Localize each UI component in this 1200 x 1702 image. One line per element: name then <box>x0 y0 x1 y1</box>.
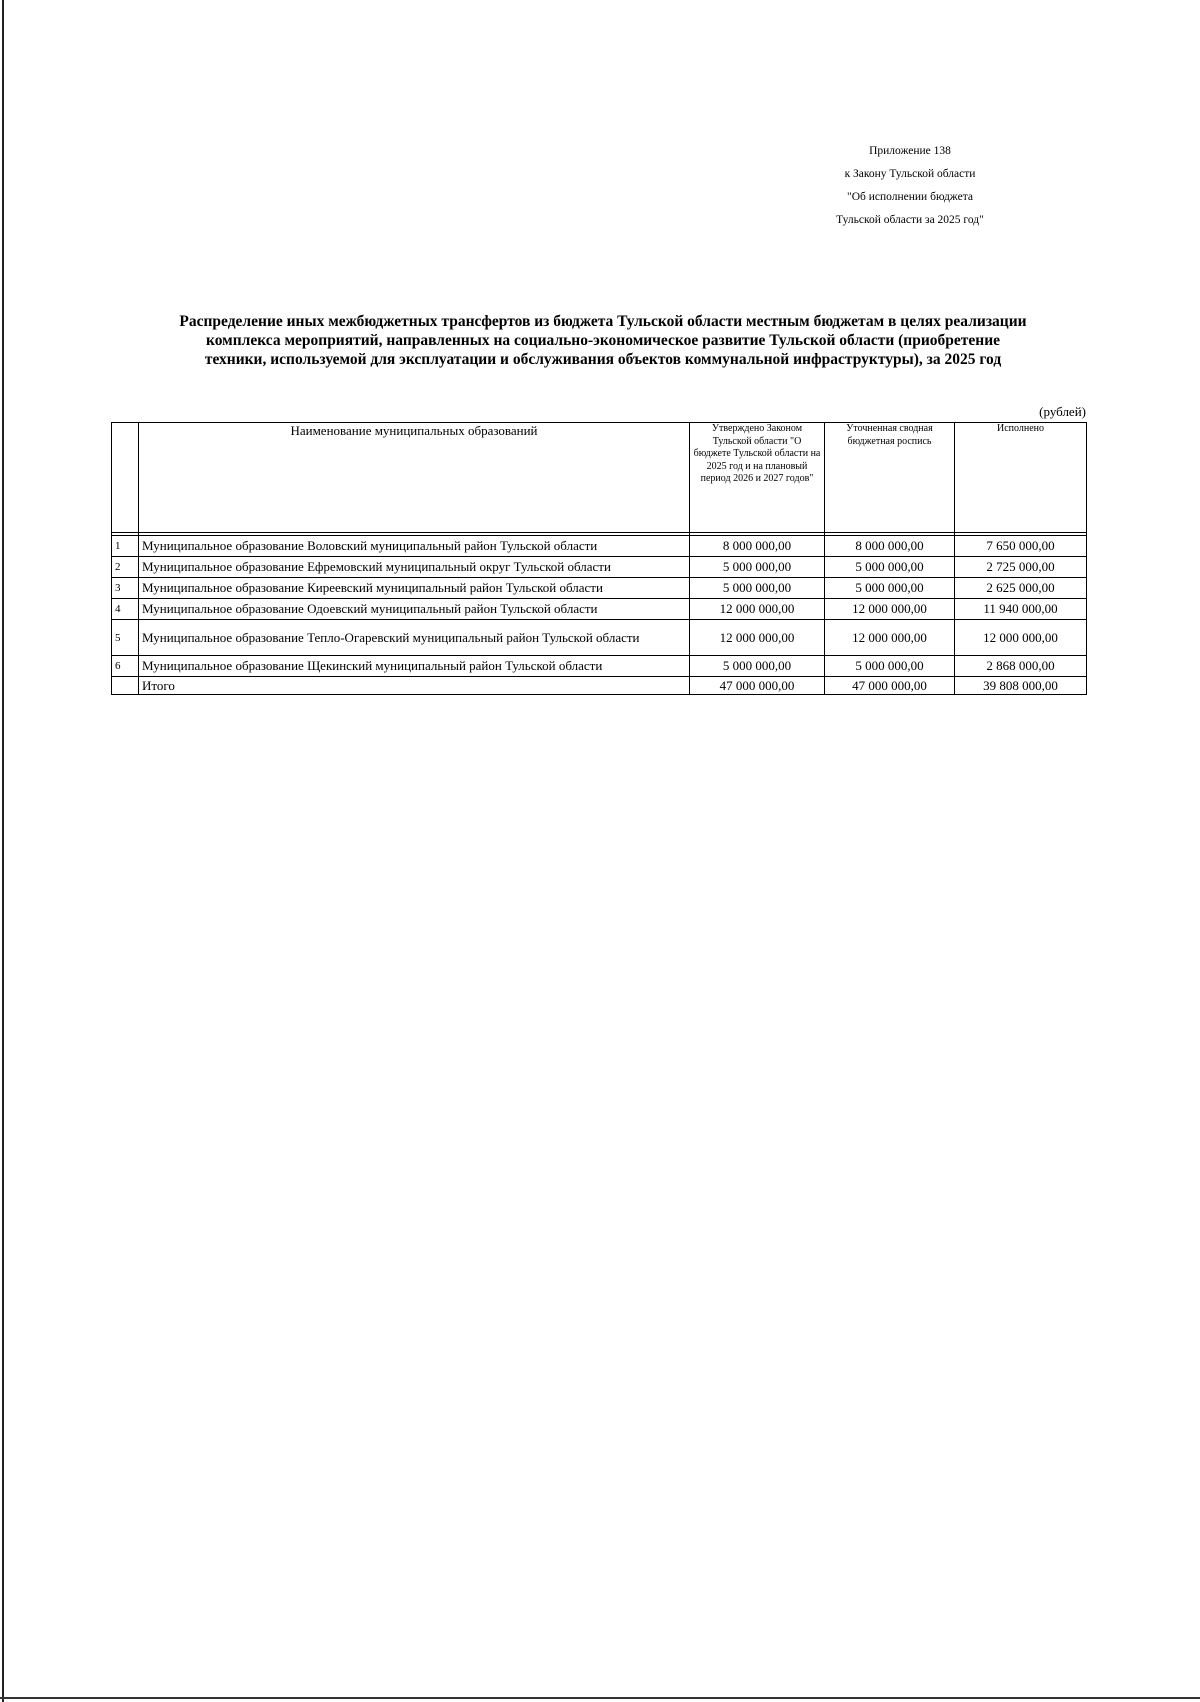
appendix-line: Приложение 138 <box>869 145 951 157</box>
total-refined: 47 000 000,00 <box>825 677 955 695</box>
table-row <box>112 557 1087 578</box>
row-number: 2 <box>112 557 139 578</box>
row-name: Муниципальное образование Одоевский муниципальный район Тульской области <box>139 599 690 620</box>
row-refined: 5 000 000,00 <box>825 578 955 599</box>
appendix-line: "Об исполнении бюджета <box>847 191 973 203</box>
row-approved: 5 000 000,00 <box>690 557 825 578</box>
header-number <box>112 423 139 533</box>
row-executed: 12 000 000,00 <box>955 620 1087 656</box>
appendix-block <box>760 140 1060 232</box>
header-name: Наименование муниципальных образований <box>139 423 690 533</box>
table-row <box>112 578 1087 599</box>
row-refined: 12 000 000,00 <box>825 599 955 620</box>
header-executed: Исполнено <box>955 423 1087 533</box>
total-approved: 47 000 000,00 <box>690 677 825 695</box>
units-label: (рублей) <box>1039 404 1086 419</box>
total-label: Итого <box>139 677 690 695</box>
table-header-row <box>112 423 1087 533</box>
total-executed: 39 808 000,00 <box>955 677 1087 695</box>
row-number: 3 <box>112 578 139 599</box>
header-refined: Уточненная сводная бюджетная роспись <box>825 423 955 533</box>
appendix-line: к Закону Тульской области <box>844 168 976 180</box>
title-line: техники, используемой для эксплуатации и обслуживания объектов коммунальной инфраструктуры), за 2025 год <box>204 351 1002 368</box>
row-refined: 5 000 000,00 <box>825 656 955 677</box>
row-refined: 8 000 000,00 <box>825 536 955 557</box>
transfers-table <box>111 422 1087 695</box>
document-title <box>108 312 1098 369</box>
scan-edge-bottom <box>0 1697 1200 1699</box>
appendix-line: Тульской области за 2025 год" <box>836 214 984 226</box>
row-name: Муниципальное образование Щекинский муниципальный район Тульской области <box>139 656 690 677</box>
title-line: Распределение иных межбюджетных трансфертов из бюджета Тульской области местным бюджетам в целях реализации <box>179 313 1027 330</box>
row-approved: 12 000 000,00 <box>690 599 825 620</box>
row-executed: 7 650 000,00 <box>955 536 1087 557</box>
row-approved: 5 000 000,00 <box>690 656 825 677</box>
row-executed: 2 868 000,00 <box>955 656 1087 677</box>
scan-edge-left <box>2 0 4 1702</box>
header-approved: Утверждено Законом Тульской области "О бюджете Тульской области на 2025 год и на плановый период 2026 и 2027 годов" <box>690 423 825 533</box>
row-number: 6 <box>112 656 139 677</box>
row-name: Муниципальное образование Тепло-Огаревский муниципальный район Тульской области <box>139 620 690 656</box>
row-refined: 5 000 000,00 <box>825 557 955 578</box>
row-approved: 8 000 000,00 <box>690 536 825 557</box>
row-executed: 2 725 000,00 <box>955 557 1087 578</box>
row-name: Муниципальное образование Ефремовский муниципальный округ Тульской области <box>139 557 690 578</box>
row-executed: 2 625 000,00 <box>955 578 1087 599</box>
table-row <box>112 536 1087 557</box>
row-name: Муниципальное образование Киреевский муниципальный район Тульской области <box>139 578 690 599</box>
row-approved: 12 000 000,00 <box>690 620 825 656</box>
table-row <box>112 599 1087 620</box>
total-row <box>112 677 1087 695</box>
row-approved: 5 000 000,00 <box>690 578 825 599</box>
row-name: Муниципальное образование Воловский муниципальный район Тульской области <box>139 536 690 557</box>
row-executed: 11 940 000,00 <box>955 599 1087 620</box>
title-line: комплекса мероприятий, направленных на социально-экономическое развитие Тульской области (приобретение <box>205 332 1001 349</box>
row-refined: 12 000 000,00 <box>825 620 955 656</box>
table-row <box>112 656 1087 677</box>
row-number: 5 <box>112 620 139 656</box>
row-number: 4 <box>112 599 139 620</box>
row-number: 1 <box>112 536 139 557</box>
table-row <box>112 620 1087 656</box>
total-number <box>112 677 139 695</box>
